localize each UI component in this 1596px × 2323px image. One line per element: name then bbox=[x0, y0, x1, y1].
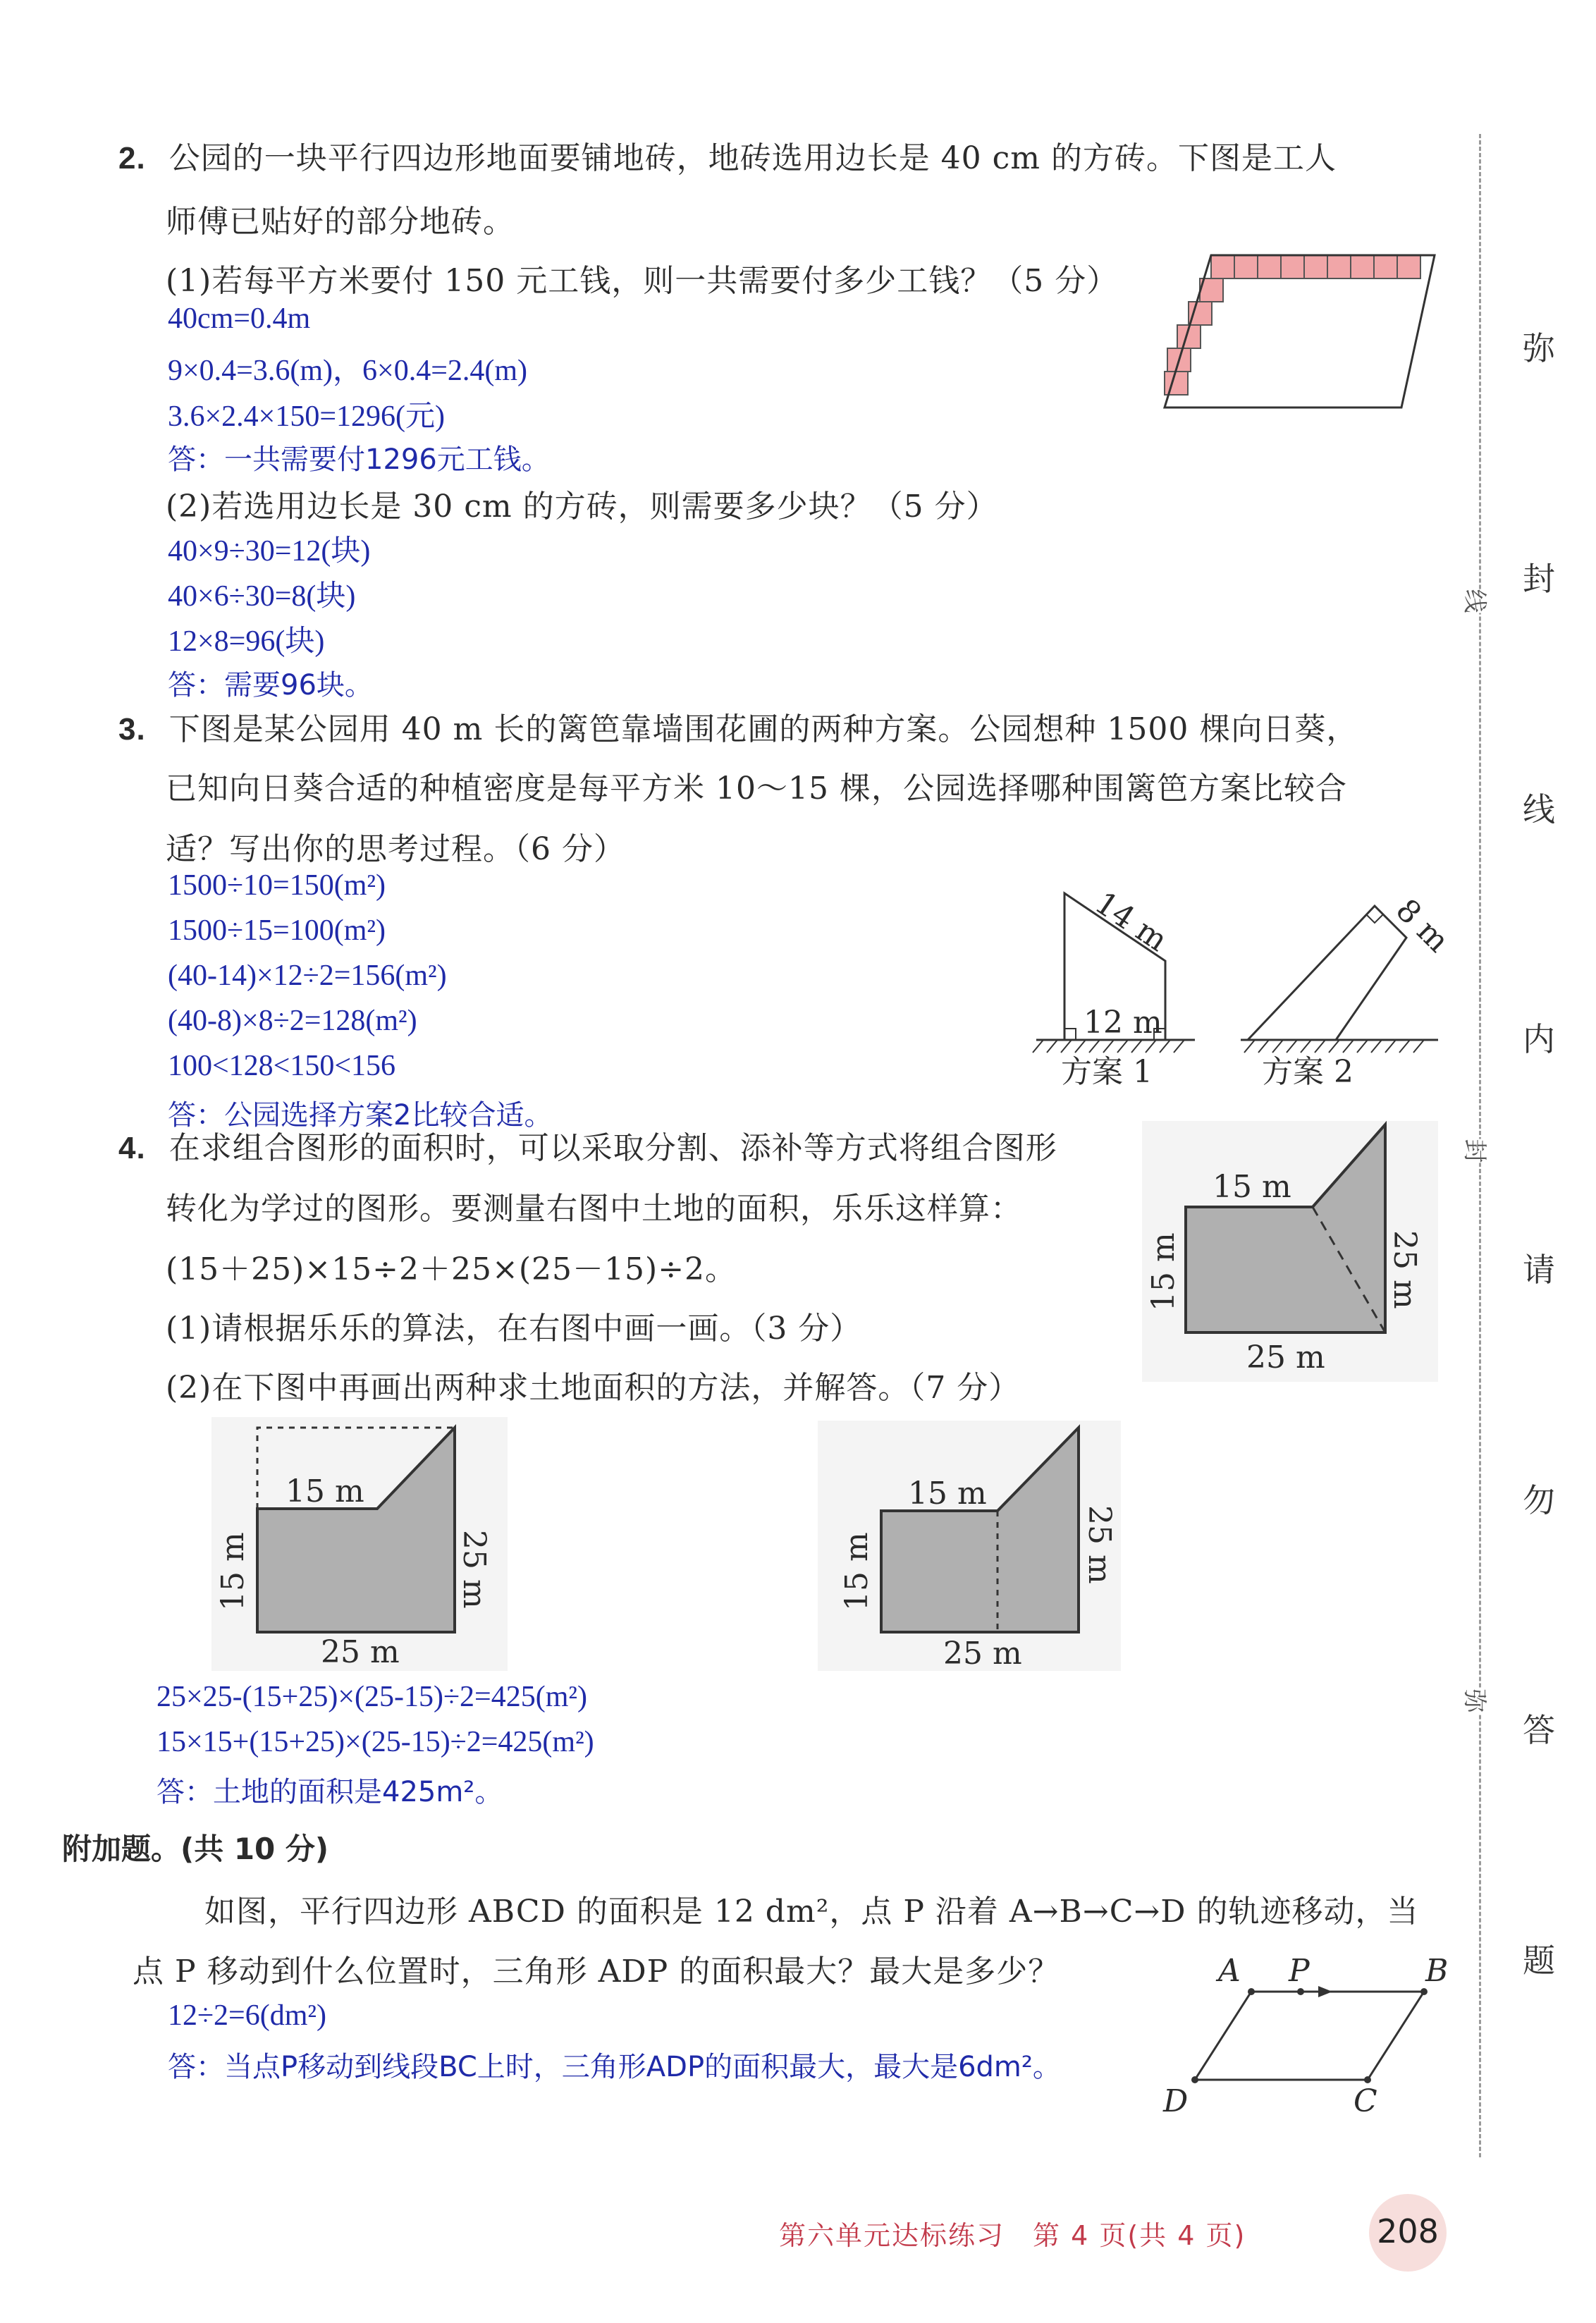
dim-top: 15 m bbox=[286, 1473, 364, 1509]
extra-answer-line: 12÷2=6(dm²) bbox=[168, 1999, 326, 2032]
q3-answer-line: (40-14)×12÷2=156(m²) bbox=[168, 960, 447, 992]
q2-answer1-line: 3.6×2.4×150=1296(元) bbox=[168, 400, 446, 433]
arrow-head bbox=[1318, 1986, 1332, 1997]
page-number: 208 bbox=[1377, 2212, 1439, 2250]
q3-text-line3: 适？写出你的思考过程。（6 分） bbox=[166, 831, 625, 867]
dim-left: 15 m bbox=[839, 1532, 875, 1611]
dim-right: 25 m bbox=[1387, 1230, 1423, 1309]
extra-title: 附加题。(共 10 分) bbox=[62, 1832, 329, 1866]
dim-top: 15 m bbox=[1213, 1169, 1291, 1205]
binding-mark-xian: 线 bbox=[1454, 589, 1500, 613]
q2-part1: (1)若每平方米要付 150 元工钱，则一共需要付多少工钱？（5 分） bbox=[166, 263, 1119, 299]
dim-right: 25 m bbox=[456, 1530, 492, 1609]
q2-answer2-line: 答：需要96块。 bbox=[168, 669, 373, 701]
binding-mark-mi: 弥 bbox=[1454, 1689, 1500, 1713]
q4-formula: (15＋25)×15÷2＋25×(25－15)÷2。 bbox=[166, 1251, 737, 1287]
q3-text: 3. 下图是某公园用 40 m 长的篱笆靠墙围花圃的两种方案。公园想种 1500 棵向日葵， bbox=[118, 711, 1358, 747]
sidebar-char: 线 bbox=[1523, 790, 1555, 828]
q2-parallelogram-figure bbox=[1163, 254, 1445, 416]
sidebar-char: 答 bbox=[1523, 1711, 1555, 1749]
q4-method1-figure bbox=[211, 1417, 508, 1671]
q3-text-line2: 已知向日葵合适的种植密度是每平方米 10～15 棵，公园选择哪种围篱笆方案比较合 bbox=[166, 771, 1347, 807]
dim-bottom: 25 m bbox=[321, 1634, 400, 1670]
q2-answer1-line: 答：一共需要付1296元工钱。 bbox=[168, 443, 550, 476]
q4-number: 4. bbox=[118, 1131, 146, 1165]
label-c: C bbox=[1353, 2083, 1377, 2119]
dim-bottom: 25 m bbox=[1246, 1340, 1325, 1375]
parallelogram-abcd bbox=[1195, 1992, 1424, 2080]
q4-answer-line: 答：土地的面积是425m²。 bbox=[156, 1776, 503, 1808]
q4-land-figure bbox=[1142, 1121, 1438, 1382]
label-d: D bbox=[1163, 2083, 1189, 2119]
dim-left: 15 m bbox=[1146, 1232, 1181, 1311]
plan1-top-label: 14 m bbox=[1088, 885, 1174, 959]
q4-part1: (1)请根据乐乐的算法，在右图中画一画。（3 分） bbox=[166, 1311, 862, 1347]
q2-answer2-line: 40×6÷30=8(块) bbox=[168, 580, 356, 613]
binding-mark-feng: 封 bbox=[1454, 1139, 1500, 1163]
footer-text: 第六单元达标练习 第 4 页(共 4 页) bbox=[779, 2220, 1246, 2251]
q4-answer-line: 25×25-(15+25)×(25-15)÷2=425(m²) bbox=[156, 1681, 587, 1713]
sidebar-char: 题 bbox=[1523, 1942, 1555, 1980]
sidebar-char: 勿 bbox=[1523, 1481, 1555, 1519]
label-b: B bbox=[1425, 1953, 1449, 1989]
q4-method2-figure bbox=[818, 1421, 1121, 1671]
q4-part2: (2)在下图中再画出两种求土地面积的方法，并解答。（7 分） bbox=[166, 1370, 1021, 1406]
q4-answer-line: 15×15+(15+25)×(25-15)÷2=425(m²) bbox=[156, 1726, 594, 1758]
plan1-base-label: 12 m bbox=[1084, 1005, 1162, 1041]
q2-part2: (2)若选用边长是 30 cm 的方砖，则需要多少块？（5 分） bbox=[166, 489, 998, 525]
q3-answer-line: 1500÷15=100(m²) bbox=[168, 914, 386, 947]
label-a: A bbox=[1218, 1953, 1241, 1989]
q3-answer-line: 答：公园选择方案2比较合适。 bbox=[168, 1099, 553, 1132]
extra-text-line1: 如图，平行四边形 ABCD 的面积是 12 dm²，点 P 沿着 A→B→C→D 的轨迹移动，当 bbox=[204, 1894, 1419, 1930]
q2-text: 2. 公园的一块平行四边形地面要铺地砖，地砖选用边长是 40 cm 的方砖。下图是工人 bbox=[118, 140, 1337, 176]
label-p: P bbox=[1289, 1953, 1310, 1989]
plan2-caption: 方案 2 bbox=[1262, 1054, 1353, 1090]
sidebar-char: 封 bbox=[1523, 560, 1555, 598]
q2-answer2-line: 12×8=96(块) bbox=[168, 625, 325, 658]
q4-text-line2: 转化为学过的图形。要测量右图中土地的面积，乐乐这样算： bbox=[166, 1191, 1022, 1227]
q3-number: 3. bbox=[118, 712, 146, 747]
dim-left: 15 m bbox=[215, 1532, 251, 1611]
extra-parallelogram-figure bbox=[1163, 1942, 1459, 2119]
q3-answer-line: (40-8)×8÷2=128(m²) bbox=[168, 1005, 417, 1037]
plan2-side-label: 8 m bbox=[1389, 892, 1456, 960]
q2-text-line2: 师傅已贴好的部分地砖。 bbox=[166, 204, 515, 240]
page-number-badge bbox=[1369, 2194, 1447, 2272]
q3-answer-line: 1500÷10=150(m²) bbox=[168, 869, 386, 902]
dim-bottom: 25 m bbox=[943, 1636, 1022, 1672]
plan2-fence bbox=[1248, 906, 1406, 1040]
q3-answer-line: 100<128<150<156 bbox=[168, 1050, 396, 1082]
sidebar-char: 请 bbox=[1523, 1251, 1555, 1289]
dim-right: 25 m bbox=[1081, 1505, 1117, 1584]
q3-plan1-figure bbox=[1033, 885, 1216, 1096]
q2-answer1-line: 9×0.4=3.6(m)，6×0.4=2.4(m) bbox=[168, 355, 528, 387]
tile-row bbox=[1165, 255, 1420, 395]
q2-answer1-line: 40cm=0.4m bbox=[168, 302, 311, 335]
q3-plan2-figure bbox=[1241, 892, 1456, 1096]
q2-number: 2. bbox=[118, 141, 146, 176]
sidebar-char: 内 bbox=[1523, 1020, 1555, 1058]
extra-answer-line: 答：当点P移动到线段BC上时，三角形ADP的面积最大，最大是6dm²。 bbox=[168, 2051, 1061, 2083]
dim-top: 15 m bbox=[908, 1476, 987, 1512]
sidebar-char: 弥 bbox=[1523, 329, 1555, 367]
q2-answer2-line: 40×9÷30=12(块) bbox=[168, 535, 371, 568]
plan1-caption: 方案 1 bbox=[1061, 1054, 1153, 1090]
q4-text: 4. 在求组合图形的面积时，可以采取分割、添补等方式将组合图形 bbox=[118, 1130, 1057, 1166]
extra-text-line2: 点 P 移动到什么位置时，三角形 ADP 的面积最大？最大是多少？ bbox=[133, 1954, 1060, 1990]
